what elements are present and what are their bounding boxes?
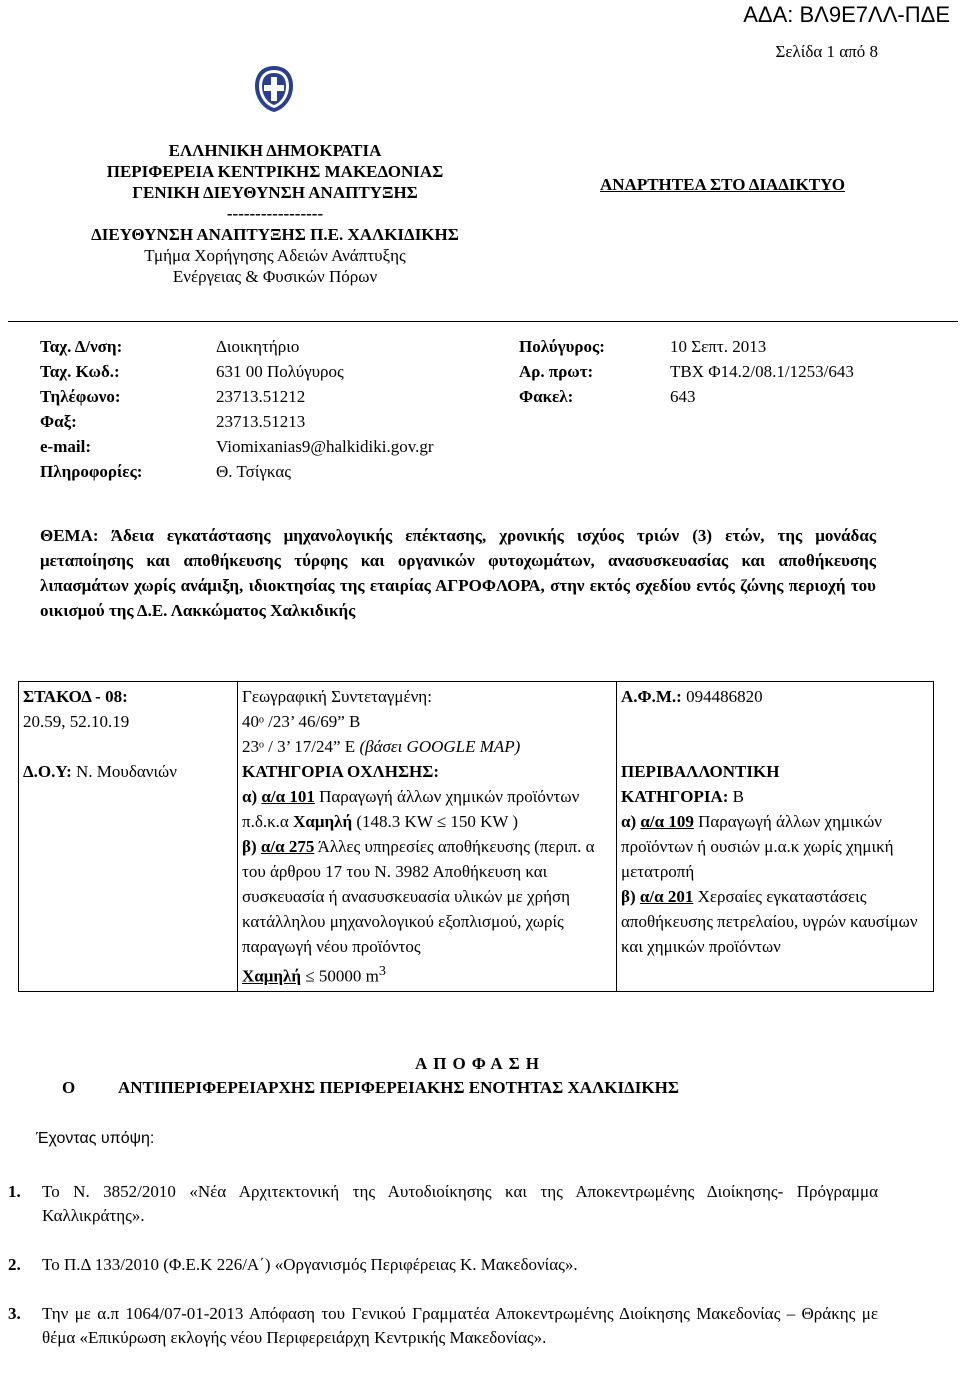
contact-value: 631 00 Πολύγυρος (216, 362, 344, 381)
file-value: 643 (670, 387, 696, 406)
env-a-code: α/α 109 (640, 812, 694, 831)
public-notice: ΑΝΑΡΤΗΤΕΑ ΣΤΟ ΔΙΑΔΙΚΤΥΟ (600, 175, 845, 194)
list-item-text: Το Ν. 3852/2010 «Νέα Αρχιτεκτονική της Αυτοδιοίκησης και της Αποκεντρωμένης Διοίκησης- Πρόγραμμα Καλλικράτης». (42, 1182, 878, 1225)
protocol-value: ΤΒΧ Φ14.2/08.1/1253/643 (670, 362, 854, 381)
cat-b-prefix: β) (242, 837, 257, 856)
list-item-text: Το Π.Δ 133/2010 (Φ.Ε.Κ 226/Α΄) «Οργανισμός Περιφέρειας Κ. Μακεδονίας». (42, 1255, 578, 1274)
env-category-label-2: ΚΑΤΗΓΟΡΙΑ: (621, 787, 729, 806)
env-a-prefix: α) (621, 812, 637, 831)
contact-value: Διοικητήριο (216, 337, 300, 356)
list-item (8, 1180, 878, 1228)
ada-code: ΑΔΑ: ΒΛ9Ε7ΛΛ-ΠΔΕ (743, 2, 950, 27)
codes-table (18, 681, 934, 992)
contact-label: Τηλέφωνο: (40, 387, 121, 406)
contact-value: 23713.51213 (216, 412, 306, 431)
divider (8, 321, 958, 322)
cat-b-code: α/α 275 (260, 837, 315, 856)
contact-label: Ταχ. Κωδ.: (40, 362, 120, 381)
header-line-country: ΕΛΛΗΝΙΚΗ ΔΗΜΟΚΡΑΤΙΑ (168, 141, 382, 160)
issuer-header (40, 140, 510, 287)
cat-a-power: (148.3 KW ≤ 150 KW ) (356, 812, 519, 831)
env-a-text: Παραγωγή άλλων χημικών προϊόντων ή ουσιών μ.α.κ χωρίς χημική μετατροπή (621, 812, 894, 881)
doy-label: Δ.Ο.Υ: (23, 762, 72, 781)
meta-label: Φακελ: (519, 387, 574, 406)
codes-cell-stakod (19, 682, 238, 992)
env-b-text: Χερσαίες εγκαταστάσεις αποθήκευσης πετρελαίου, υγρών καυσίμων και χημικών προϊόντων (621, 887, 918, 956)
codes-cell-category (238, 682, 617, 992)
list-item (8, 1302, 878, 1350)
list-item (8, 1253, 878, 1277)
subject-text: Άδεια εγκατάστασης μηχανολογικής επέκτασης, χρονικής ισχύος τριών (3) ετών, της μονάδας μεταποίησης και αποθήκευσης τύρφης και οργανικών φυτοχωμάτων, ανασυσκευασίας και αποθήκευσης λιπασμάτων χωρίς ανάμιξη, ιδιοκτησίας της εταιρίας ΑΓΡΟΦΛΟΡΑ, στην εκτός σχεδίου εντός ζώνης περιοχή του οικισμού της Δ.Ε. Λακκώματος Χαλκιδικής (40, 526, 876, 620)
doy-value: Ν. Μουδανιών (76, 762, 177, 781)
subject-label: ΘΕΜΑ: (40, 526, 99, 545)
cat-a-code: α/α 101 (261, 787, 315, 806)
nuisance-category-label: ΚΑΤΗΓΟΡΙΑ ΟΧΛΗΣΗΣ: (242, 762, 440, 781)
header-line-department-cont: Ενέργειας & Φυσικών Πόρων (172, 267, 378, 286)
afm-label: Α.Φ.Μ.: (621, 687, 682, 706)
codes-cell-environment (617, 682, 934, 992)
meta-label: Αρ. πρωτ: (519, 362, 594, 381)
header-line-region: ΠΕΡΙΦΕΡΕΙΑ ΚΕΝΤΡΙΚΗΣ ΜΑΚΕΔΟΝΙΑΣ (106, 162, 444, 181)
cat-b-unit-sup: 3 (378, 963, 386, 979)
contact-label: Φαξ: (40, 412, 77, 431)
doc-meta-labels (519, 334, 605, 409)
env-b-prefix: β) (621, 887, 636, 906)
list-item-number: 1. (8, 1182, 21, 1201)
afm-value: 094486820 (686, 687, 763, 706)
header-line-directorate: ΔΙΕΥΘΥΝΣΗ ΑΝΑΠΤΥΞΗΣ Π.Ε. ΧΑΛΚΙΔΙΚΗΣ (91, 225, 459, 244)
env-category-value: Β (732, 787, 744, 806)
header-line-department: Τμήμα Χορήγησης Αδειών Ανάπτυξης (144, 246, 406, 265)
stakod-value: 20.59, 52.10.19 (23, 712, 130, 731)
contact-labels (40, 334, 142, 484)
cat-b-level: Χαμηλή (242, 966, 302, 986)
geo-lon: 23ᵒ / 3’ 17/24” Ε (242, 737, 356, 756)
contact-values (216, 334, 434, 484)
decision-article: Ο (62, 1078, 76, 1097)
env-category-label-1: ΠΕΡΙΒΑΛΛΟΝΤΙΚΗ (621, 762, 780, 781)
geo-label: Γεωγραφική Συντεταγμένη: (242, 687, 432, 706)
contact-value: Θ. Τσίγκας (216, 462, 291, 481)
having-regard: Έχοντας υπόψη: (36, 1130, 155, 1147)
env-b-code: α/α 201 (639, 887, 694, 906)
cat-b-amount: ≤ 50000 m (305, 966, 379, 986)
header-line-separator: ----------------- (226, 204, 324, 223)
email-value: Viomixanias9@halkidiki.gov.gr (216, 437, 434, 456)
list-item-number: 3. (8, 1304, 21, 1323)
cat-a-level: Χαμηλή (293, 812, 353, 831)
cat-b-text: Άλλες υπηρεσίες αποθήκευσης (περιπ. α του άρθρου 17 του Ν. 3982 Αποθήκευση και συσκευασία ή ανασυσκευασία υλικών με χρήση κατάλληλου μηχανολογικού εξοπλισμού, χωρίς παραγωγή νέου προϊόντος (242, 837, 595, 956)
date-value: 10 Σεπτ. 2013 (670, 337, 767, 356)
geo-lat: 40ᵒ /23’ 46/69” Β (242, 712, 361, 731)
contact-value: 23713.51212 (216, 387, 306, 406)
stakod-label: ΣΤΑΚΟΔ - 08: (23, 687, 128, 706)
geo-source: (βάσει GOOGLE MAP) (359, 737, 521, 756)
subject (40, 523, 876, 623)
cat-a-text: Παραγωγή άλλων χημικών προϊόντων π.δ.κ.α (242, 787, 580, 831)
header-line-general-directorate: ΓΕΝΙΚΗ ΔΙΕΥΘΥΝΣΗ ΑΝΑΠΤΥΞΗΣ (132, 183, 418, 202)
list-item-text: Την με α.π 1064/07-01-2013 Απόφαση του Γενικού Γραμματέα Αποκεντρωμένης Διοίκησης Μακεδονίας – Θράκης με θέμα «Επικύρωση εκλογής νέου Περιφερειάρχη Κεντρικής Μακεδονίας». (42, 1304, 878, 1347)
decision-title: ΑΠΟΦΑΣΗ (415, 1054, 545, 1073)
contact-label: Ταχ. Δ/νση: (40, 337, 123, 356)
list-item-number: 2. (8, 1255, 21, 1274)
page-number: Σελίδα 1 από 8 (775, 42, 878, 61)
cat-a-prefix: α) (242, 787, 258, 806)
meta-label: Πολύγυρος: (519, 337, 605, 356)
contact-label: Πληροφορίες: (40, 462, 143, 481)
decision-subtitle: ΑΝΤΙΠΕΡΙΦΕΡΕΙΑΡΧΗΣ ΠΕΡΙΦΕΡΕΙΑΚΗΣ ΕΝΟΤΗΤΑΣ ΧΑΛΚΙΔΙΚΗΣ (118, 1078, 679, 1097)
doc-meta-values (670, 334, 854, 409)
greek-emblem-icon (251, 64, 297, 114)
contact-label: e-mail: (40, 437, 91, 456)
